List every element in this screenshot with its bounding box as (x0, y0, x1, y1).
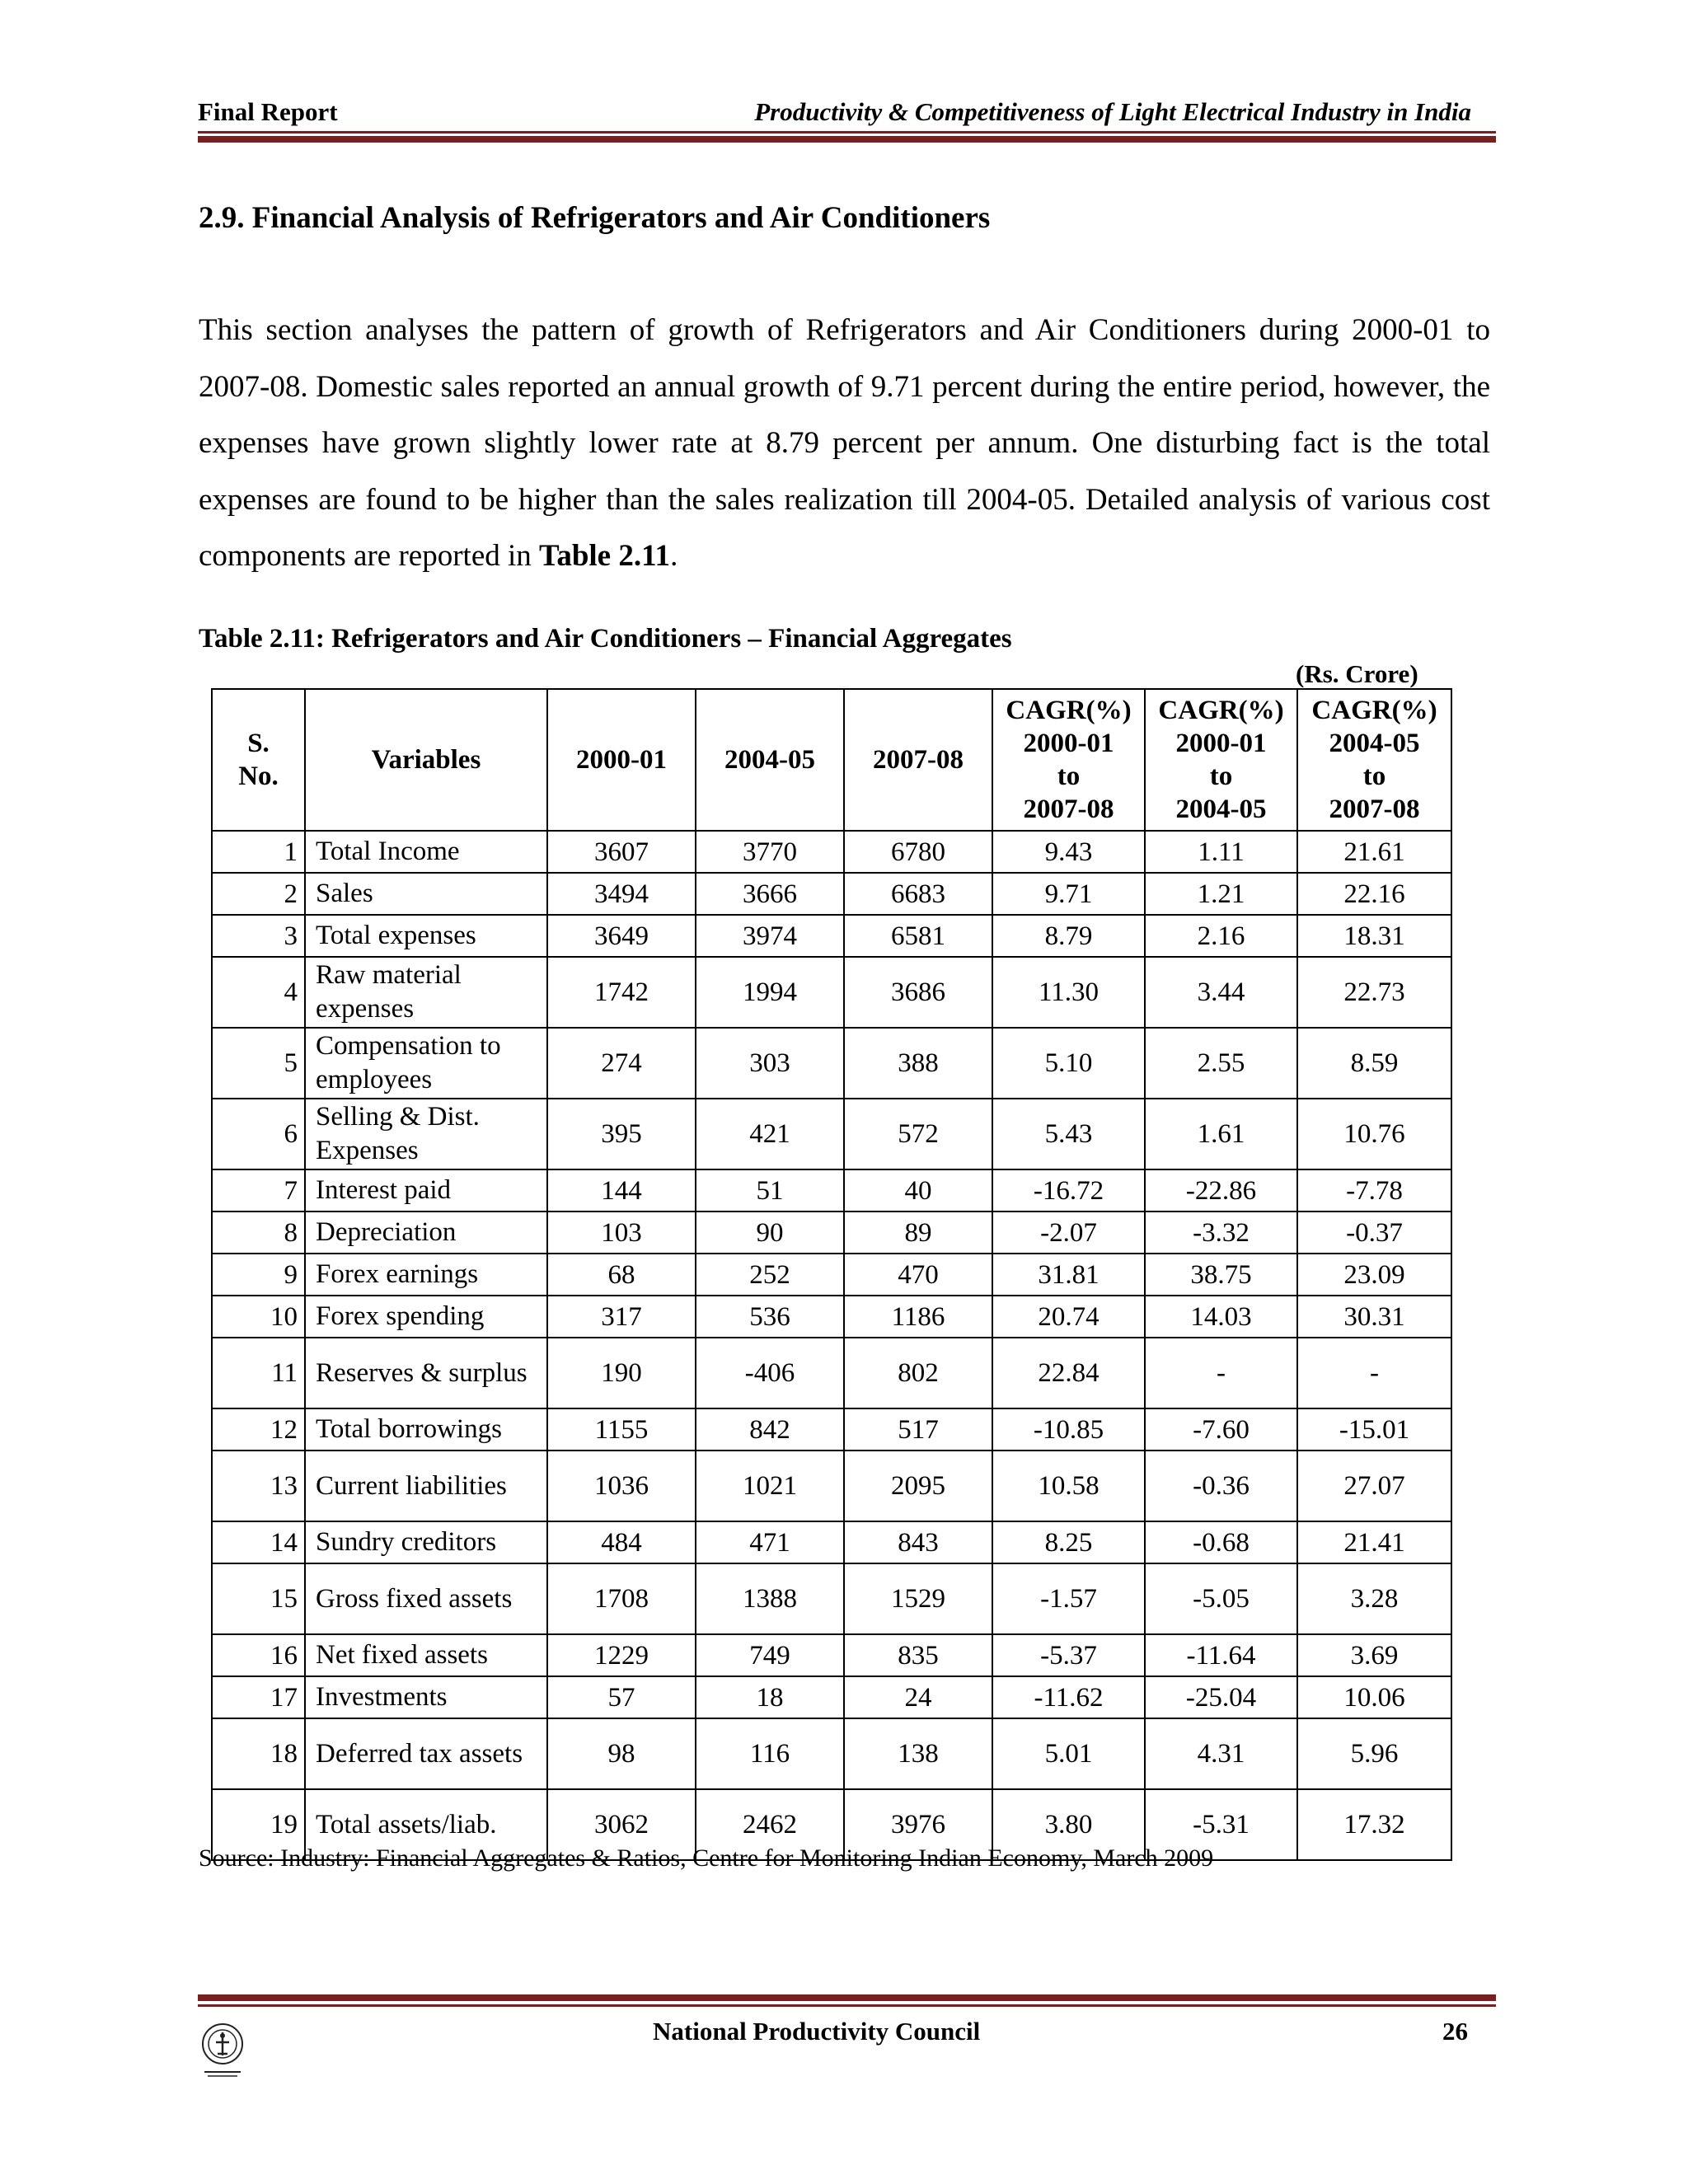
table-header-row (212, 689, 1451, 831)
cell-y1: 317 (547, 1296, 696, 1338)
cell-c3: 3.28 (1297, 1563, 1451, 1634)
header-2007-08: 2007-08 (844, 689, 992, 831)
header-line: 2004-05 (1175, 794, 1267, 824)
header-line: 2000-01 (1023, 729, 1114, 758)
table-row (212, 1676, 1451, 1718)
cell-sno: 13 (212, 1451, 305, 1521)
cell-y2: 842 (696, 1408, 844, 1451)
cell-c3: 21.61 (1297, 831, 1451, 873)
header-2004-05: 2004-05 (696, 689, 844, 831)
cell-c1: 8.79 (992, 915, 1145, 957)
header-line: 2007-08 (1329, 794, 1420, 824)
header-line: 2007-08 (1023, 794, 1114, 824)
cell-y2: 3666 (696, 873, 844, 915)
cell-var: Forex spending (305, 1296, 547, 1338)
cell-sno: 17 (212, 1676, 305, 1718)
cell-sno: 2 (212, 873, 305, 915)
cell-y2: 3770 (696, 831, 844, 873)
table-row (212, 873, 1451, 915)
cell-c3: 18.31 (1297, 915, 1451, 957)
table-title: Table 2.11: Refrigerators and Air Conditioners – Financial Aggregates (199, 624, 1012, 654)
cell-c3: 21.41 (1297, 1521, 1451, 1563)
cell-sno: 12 (212, 1408, 305, 1451)
cell-c1: 9.71 (992, 873, 1145, 915)
table-row (212, 1099, 1451, 1169)
cell-c3: 27.07 (1297, 1451, 1451, 1521)
header-line: to (1057, 762, 1081, 791)
table-row (212, 957, 1451, 1028)
header-rule-thick (198, 136, 1496, 143)
header-line: 2000-01 (1175, 729, 1267, 758)
cell-y2: 1388 (696, 1563, 844, 1634)
table-row (212, 1028, 1451, 1099)
cell-y3: 517 (844, 1408, 992, 1451)
cell-y3: 388 (844, 1028, 992, 1099)
table-row (212, 1451, 1451, 1521)
cell-c3: -7.78 (1297, 1169, 1451, 1212)
table-row (212, 915, 1451, 957)
cell-y1: 144 (547, 1169, 696, 1212)
header-line: to (1209, 762, 1233, 791)
header-line: 2004-05 (1329, 729, 1420, 758)
cell-y3: 3976 (844, 1789, 992, 1860)
cell-c2: -5.05 (1145, 1563, 1297, 1634)
table-source: Source: Industry: Financial Aggregates & Ratios, Centre for Monitoring Indian Economy, March 2009 (199, 1844, 1214, 1872)
cell-y3: 843 (844, 1521, 992, 1563)
paragraph-text: This section analyses the pattern of growth of Refrigerators and Air Conditioners during 2000-01 to 2007-08. Domestic sales reported an annual growth of 9.71 percent during the entire period, however, the expenses have grown slightly lower rate at 8.79 percent per annum. One disturbing fact is the total expenses are found to be higher than the sales realization till 2004-05. Detailed analysis of various cost components are reported in (199, 313, 1490, 573)
cell-c3: 17.32 (1297, 1789, 1451, 1860)
footer-rule-thin (198, 2004, 1496, 2007)
cell-sno: 11 (212, 1338, 305, 1408)
table-unit: (Rs. Crore) (1296, 659, 1418, 688)
cell-sno: 1 (212, 831, 305, 873)
cell-c2: -11.64 (1145, 1634, 1297, 1676)
table-row (212, 1296, 1451, 1338)
cell-y2: 303 (696, 1028, 844, 1099)
cell-c1: 5.10 (992, 1028, 1145, 1099)
footer-rule-thick (198, 1994, 1496, 2001)
cell-c2: 2.55 (1145, 1028, 1297, 1099)
cell-y3: 24 (844, 1676, 992, 1718)
cell-c3: 3.69 (1297, 1634, 1451, 1676)
cell-c1: -5.37 (992, 1634, 1145, 1676)
header-sno-line: No. (238, 762, 279, 791)
cell-c1: -10.85 (992, 1408, 1145, 1451)
cell-y2: 421 (696, 1099, 844, 1169)
cell-sno: 7 (212, 1169, 305, 1212)
cell-c1: -2.07 (992, 1212, 1145, 1254)
cell-sno: 9 (212, 1254, 305, 1296)
table-row (212, 1212, 1451, 1254)
header-line: to (1362, 762, 1386, 791)
header-line: CAGR(%) (1158, 696, 1284, 725)
cell-c1: 5.01 (992, 1718, 1145, 1789)
cell-sno: 4 (212, 957, 305, 1028)
header-2000-01: 2000-01 (547, 689, 696, 831)
cell-var: Deferred tax assets (305, 1718, 547, 1789)
cell-c3: 10.76 (1297, 1099, 1451, 1169)
cell-y3: 835 (844, 1634, 992, 1676)
cell-y3: 6780 (844, 831, 992, 873)
cell-y2: 471 (696, 1521, 844, 1563)
cell-c1: 9.43 (992, 831, 1145, 873)
cell-c2: -3.32 (1145, 1212, 1297, 1254)
header-left-title: Final Report (198, 97, 338, 126)
cell-c1: 5.43 (992, 1099, 1145, 1169)
cell-c3: 30.31 (1297, 1296, 1451, 1338)
cell-var: Current liabilities (305, 1451, 547, 1521)
cell-var: Total Income (305, 831, 547, 873)
body-paragraph (199, 302, 1490, 585)
cell-c2: -0.68 (1145, 1521, 1297, 1563)
cell-c2: 1.21 (1145, 873, 1297, 915)
cell-c1: 10.58 (992, 1451, 1145, 1521)
cell-y2: 252 (696, 1254, 844, 1296)
cell-c3: 10.06 (1297, 1676, 1451, 1718)
running-header (198, 97, 1496, 130)
header-sno (212, 689, 305, 831)
cell-c2: 38.75 (1145, 1254, 1297, 1296)
cell-var: Reserves & surplus (305, 1338, 547, 1408)
cell-y2: 90 (696, 1212, 844, 1254)
cell-c1: -11.62 (992, 1676, 1145, 1718)
cell-y1: 3494 (547, 873, 696, 915)
header-line: CAGR(%) (1006, 696, 1132, 725)
cell-c2: -5.31 (1145, 1789, 1297, 1860)
cell-y2: 749 (696, 1634, 844, 1676)
cell-y2: 1021 (696, 1451, 844, 1521)
cell-y1: 1708 (547, 1563, 696, 1634)
cell-c2: 14.03 (1145, 1296, 1297, 1338)
cell-y1: 98 (547, 1718, 696, 1789)
cell-var: Gross fixed assets (305, 1563, 547, 1634)
cell-var: Investments (305, 1676, 547, 1718)
header-cagr-2004-2008 (1297, 689, 1451, 831)
footer-organization: National Productivity Council (653, 2017, 981, 2046)
header-line: CAGR(%) (1311, 696, 1437, 725)
cell-y2: 2462 (696, 1789, 844, 1860)
cell-y3: 6683 (844, 873, 992, 915)
cell-c3: 5.96 (1297, 1718, 1451, 1789)
cell-y1: 484 (547, 1521, 696, 1563)
cell-y1: 190 (547, 1338, 696, 1408)
cell-y1: 395 (547, 1099, 696, 1169)
cell-sno: 15 (212, 1563, 305, 1634)
table-row (212, 1563, 1451, 1634)
cell-var: Total expenses (305, 915, 547, 957)
cell-c2: 3.44 (1145, 957, 1297, 1028)
cell-y3: 572 (844, 1099, 992, 1169)
cell-c3: -0.37 (1297, 1212, 1451, 1254)
financial-aggregates-table (211, 688, 1452, 1861)
cell-y2: 1994 (696, 957, 844, 1028)
cell-y1: 3649 (547, 915, 696, 957)
cell-var: Depreciation (305, 1212, 547, 1254)
table-row (212, 1408, 1451, 1451)
cell-y1: 57 (547, 1676, 696, 1718)
table-row (212, 831, 1451, 873)
cell-c1: 3.80 (992, 1789, 1145, 1860)
cell-y1: 1036 (547, 1451, 696, 1521)
cell-y1: 3607 (547, 831, 696, 873)
cell-c2: 1.61 (1145, 1099, 1297, 1169)
cell-var: Selling & Dist. Expenses (305, 1099, 547, 1169)
paragraph-end: . (670, 539, 678, 573)
header-cagr-2000-2008 (992, 689, 1145, 831)
cell-y2: 51 (696, 1169, 844, 1212)
cell-y2: -406 (696, 1338, 844, 1408)
cell-y3: 6581 (844, 915, 992, 957)
cell-sno: 16 (212, 1634, 305, 1676)
cell-c3: 22.73 (1297, 957, 1451, 1028)
cell-y3: 40 (844, 1169, 992, 1212)
cell-var: Net fixed assets (305, 1634, 547, 1676)
table-row (212, 1254, 1451, 1296)
cell-sno: 19 (212, 1789, 305, 1860)
npc-emblem-icon (198, 2018, 247, 2080)
table-row (212, 1634, 1451, 1676)
cell-c2: -22.86 (1145, 1169, 1297, 1212)
cell-y1: 68 (547, 1254, 696, 1296)
cell-c2: -7.60 (1145, 1408, 1297, 1451)
header-cagr-2000-2005 (1145, 689, 1297, 831)
cell-y1: 103 (547, 1212, 696, 1254)
cell-c1: 11.30 (992, 957, 1145, 1028)
cell-c2: -25.04 (1145, 1676, 1297, 1718)
section-title: 2.9. Financial Analysis of Refrigerators and Air Conditioners (199, 201, 991, 235)
cell-y3: 3686 (844, 957, 992, 1028)
cell-y3: 89 (844, 1212, 992, 1254)
cell-c1: 22.84 (992, 1338, 1145, 1408)
cell-var: Total assets/liab. (305, 1789, 547, 1860)
cell-y3: 470 (844, 1254, 992, 1296)
cell-c2: 4.31 (1145, 1718, 1297, 1789)
cell-sno: 18 (212, 1718, 305, 1789)
cell-c1: -16.72 (992, 1169, 1145, 1212)
cell-sno: 5 (212, 1028, 305, 1099)
table-reference: Table 2.11 (539, 539, 671, 573)
cell-c1: 31.81 (992, 1254, 1145, 1296)
cell-c2: 1.11 (1145, 831, 1297, 873)
cell-var: Sundry creditors (305, 1521, 547, 1563)
cell-var: Forex earnings (305, 1254, 547, 1296)
cell-c3: 8.59 (1297, 1028, 1451, 1099)
header-right-title: Productivity & Competitiveness of Light Electrical Industry in India (754, 97, 1471, 126)
cell-y2: 116 (696, 1718, 844, 1789)
cell-y1: 1155 (547, 1408, 696, 1451)
cell-y1: 274 (547, 1028, 696, 1099)
table-row (212, 1338, 1451, 1408)
cell-sno: 6 (212, 1099, 305, 1169)
cell-y3: 1529 (844, 1563, 992, 1634)
cell-c3: - (1297, 1338, 1451, 1408)
cell-sno: 14 (212, 1521, 305, 1563)
cell-var: Interest paid (305, 1169, 547, 1212)
cell-c2: -0.36 (1145, 1451, 1297, 1521)
cell-var: Total borrowings (305, 1408, 547, 1451)
cell-var: Compensation to employees (305, 1028, 547, 1099)
table-row (212, 1169, 1451, 1212)
cell-c1: -1.57 (992, 1563, 1145, 1634)
cell-c1: 20.74 (992, 1296, 1145, 1338)
cell-y1: 1229 (547, 1634, 696, 1676)
cell-c1: 8.25 (992, 1521, 1145, 1563)
cell-y1: 3062 (547, 1789, 696, 1860)
cell-c3: 23.09 (1297, 1254, 1451, 1296)
cell-y2: 536 (696, 1296, 844, 1338)
header-variables: Variables (305, 689, 547, 831)
cell-c2: - (1145, 1338, 1297, 1408)
cell-y3: 1186 (844, 1296, 992, 1338)
cell-y1: 1742 (547, 957, 696, 1028)
cell-y3: 802 (844, 1338, 992, 1408)
cell-c3: 22.16 (1297, 873, 1451, 915)
cell-c2: 2.16 (1145, 915, 1297, 957)
cell-sno: 3 (212, 915, 305, 957)
header-rule-thin (198, 131, 1496, 134)
cell-sno: 8 (212, 1212, 305, 1254)
cell-var: Raw material expenses (305, 957, 547, 1028)
table-body (212, 831, 1451, 1860)
cell-y2: 3974 (696, 915, 844, 957)
cell-sno: 10 (212, 1296, 305, 1338)
cell-y3: 2095 (844, 1451, 992, 1521)
table-row (212, 1718, 1451, 1789)
cell-var: Sales (305, 873, 547, 915)
page-number: 26 (1442, 2017, 1468, 2046)
cell-y2: 18 (696, 1676, 844, 1718)
table-row (212, 1521, 1451, 1563)
cell-c3: -15.01 (1297, 1408, 1451, 1451)
cell-y3: 138 (844, 1718, 992, 1789)
header-sno-line: S. (247, 729, 270, 758)
